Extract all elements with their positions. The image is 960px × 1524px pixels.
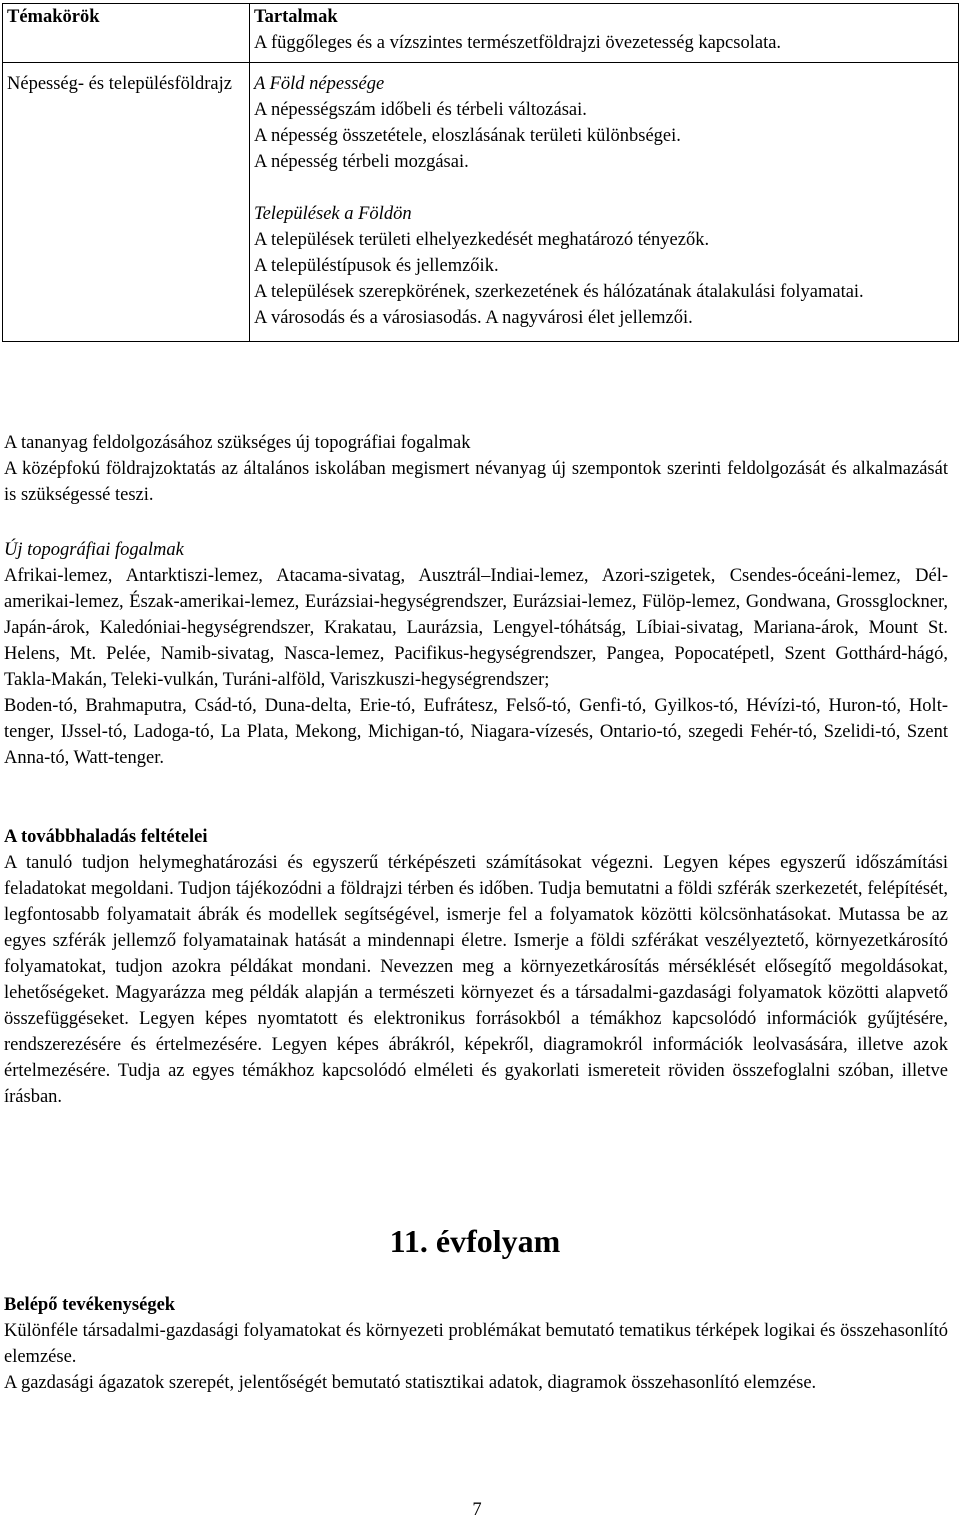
new-topography-section [4, 537, 948, 771]
new-topography-subheading: Új topográfiai fogalmak [4, 540, 184, 560]
entry-section [4, 1292, 948, 1396]
section-title: A Föld népessége [254, 74, 385, 94]
table-header-row [3, 4, 959, 63]
list-item: A településtípusok és jellemzőik. [254, 256, 499, 276]
list-item: A települések szerepkörének, szerkezetének és hálózatának átalakulási folyamatai. [254, 282, 864, 302]
grade-title: 11. évfolyam [389, 1223, 561, 1259]
entry-paragraph: Különféle társadalmi-gazdasági folyamatokat és környezeti problémákat bemutató tematikus térképek logikai és összehasonlító elemzése. [4, 1321, 948, 1367]
page-number: 7 [472, 1500, 482, 1520]
topics-table [2, 3, 959, 342]
list-item: A városodás és a városiasodás. A nagyvárosi élet jellemzői. [254, 308, 693, 328]
section-title: Települések a Földön [254, 204, 412, 224]
list-item: A népesség összetétele, eloszlásának területi különbségei. [254, 126, 681, 146]
table-cell [3, 63, 250, 342]
entry-paragraph: A gazdasági ágazatok szerepét, jelentőségét bemutató statisztikai adatok, diagramok összehasonlító elemzése. [4, 1373, 817, 1393]
progress-section [4, 824, 948, 1110]
list-item: A népesség térbeli mozgásai. [254, 152, 469, 172]
progress-heading: A továbbhaladás feltételei [4, 827, 208, 847]
table-row [3, 63, 959, 342]
table-cell [3, 4, 250, 63]
topography-list-waters: Boden-tó, Brahmaputra, Csád-tó, Duna-delta, Erie-tó, Eufrátesz, Felső-tó, Genfi-tó, Gyilkos-tó, Hévízi-tó, Huron-tó, Holt-tenger, IJssel-tó, Ladoga-tó, La Plata, Mekong, Michigan-tó, Niagara-vízesés, Ontario-tó, szegedi Fehér-tó, Szelidi-tó, Szent Anna-tó, Watt-tenger. [4, 696, 948, 768]
entry-heading: Belépő tevékenységek [4, 1295, 176, 1315]
list-item: A népességszám időbeli és térbeli változásai. [254, 100, 587, 120]
row-topic: Népesség- és településföldrajz [7, 74, 232, 94]
topography-section [4, 430, 948, 508]
column-header-topics: Témakörök [7, 7, 100, 27]
list-item: A települések területi elhelyezkedését meghatározó tényezők. [254, 230, 710, 250]
topography-heading: A tananyag feldolgozásához szükséges új topográfiai fogalmak [4, 433, 471, 453]
table-cell [250, 63, 959, 342]
column-header-contents: Tartalmak [254, 7, 338, 27]
progress-text: A tanuló tudjon helymeghatározási és egyszerű térképészeti számításokat végezni. Legyen képes egyszerű időszámítási feladatokat megoldani. Tudjon tájékozódni a földrajzi térben és időben. Tudja bemutatni a földi szférák szerkezetét, felépítését, legfontosabb folyamatait ábrák és modellek segítségével, ismerje fel a folyamatok közötti kölcsönhatásokat. Mutassa be az egyes szférák jellemző folyamatainak hatását a mindennapi életre. Ismerje a földi szférákat veszélyeztető, környezetkárosító folyamatokat, tudjon azokra példákat mondani. Nevezzen meg a környezetkárosítás mérséklését elősegítő megoldásokat, lehetőségeket. Magyarázza meg példák alapján a természeti környezet és a társadalmi-gazdasági folyamatok közötti alapvető összefüggéseket. Legyen képes nyomtatott és elektronikus forrásokból a témákhoz kapcsolódó információk gyűjtésére, rendszerezésére és értelmezésére. Legyen képes ábrákról, képekről, diagramokról információk leolvasására, illetve azok értelmezésére. Tudja az egyes témákhoz kapcsolódó elméleti és gyakorlati ismereteit röviden összefoglalni szóban, illetve írásban. [4, 853, 948, 1107]
table-cell [250, 4, 959, 63]
topography-list: Afrikai-lemez, Antarktiszi-lemez, Atacama-sivatag, Ausztrál–Indiai-lemez, Azori-szigetek, Csendes-óceáni-lemez, Dél-amerikai-lemez, Észak-amerikai-lemez, Eurázsiai-hegységrendszer, Eurázsiai-lemez, Fülöp-lemez, Gondwana, Grossglockner, Japán-árok, Kaledóniai-hegységrendszer, Krakatau, Laurázsia, Lengyel-tóhátság, Líbiai-sivatag, Mariana-árok, Mount St. Helens, Mt. Pelée, Namib-sivatag, Nasca-lemez, Pacifikus-hegységrendszer, Pangea, Popocatépetl, Szent Gotthárd-hágó, Takla-Makán, Teleki-vulkán, Turáni-alföld, Variszkuszi-hegységrendszer; [4, 566, 948, 690]
topography-intro: A középfokú földrajzoktatás az általános iskolában megismert névanyag új szempontok szerinti feldolgozását és alkalmazását is szükségessé teszi. [4, 459, 948, 505]
continuation-text: A függőleges és a vízszintes természetföldrajzi övezetesség kapcsolata. [254, 33, 782, 53]
